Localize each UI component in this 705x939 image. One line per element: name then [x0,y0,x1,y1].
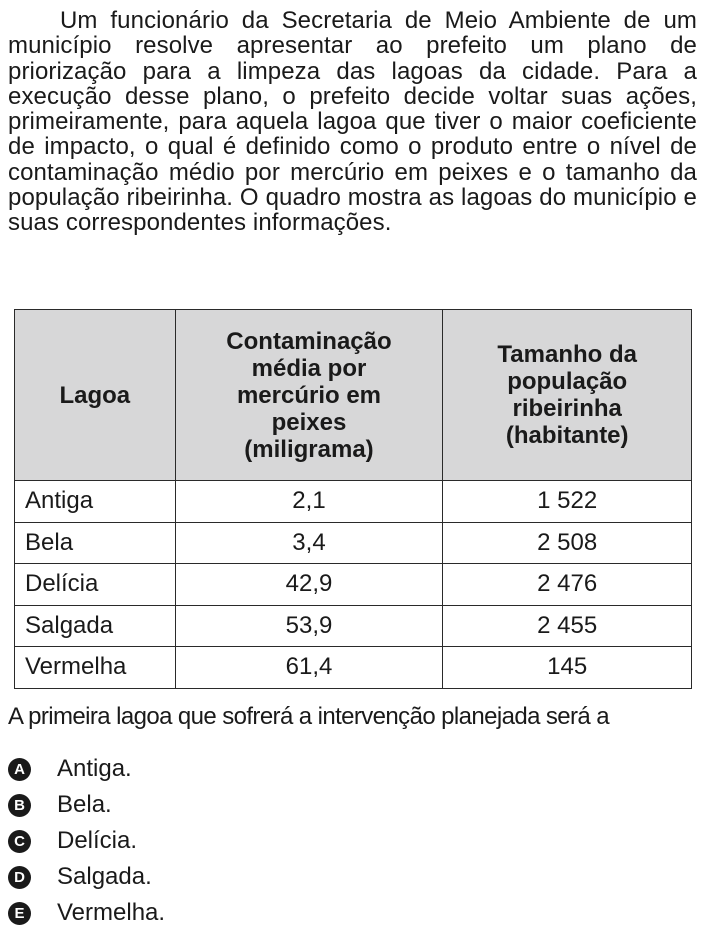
table-row [15,605,692,647]
header-lagoa [15,310,176,481]
header-contaminacao-label: Contaminação média por mercúrio em peixes (miligrama) [226,327,392,463]
option-letter-badge: A [8,758,31,781]
option-letter-badge: C [8,830,31,853]
question-stem: A primeira lagoa que sofrerá a intervenção planejada será a [8,703,609,730]
cell-populacao: 2 508 [443,522,692,564]
option-b[interactable] [8,787,165,823]
header-lagoa-label: Lagoa [59,381,131,409]
table-row [15,481,692,523]
option-text: Bela. [57,791,112,818]
cell-populacao: 1 522 [443,481,692,523]
cell-lagoa: Vermelha [15,647,176,689]
option-letter-badge: D [8,866,31,889]
option-e[interactable] [8,895,165,931]
cell-contaminacao: 53,9 [175,605,443,647]
cell-populacao: 2 476 [443,564,692,606]
header-populacao [443,310,692,481]
table-row [15,522,692,564]
cell-populacao: 145 [443,647,692,689]
option-text: Vermelha. [57,899,166,926]
option-letter-badge: B [8,794,31,817]
table-row [15,647,692,689]
cell-contaminacao: 2,1 [175,481,443,523]
header-populacao-label: Tamanho da população ribeirinha (habitante) [497,341,637,449]
cell-lagoa: Bela [15,522,176,564]
table-header-row [15,310,692,481]
option-d[interactable] [8,859,165,895]
lagoas-table [14,309,692,689]
cell-lagoa: Antiga [15,481,176,523]
cell-contaminacao: 3,4 [175,522,443,564]
cell-contaminacao: 42,9 [175,564,443,606]
intro-paragraph: Um funcionário da Secretaria de Meio Ambiente de um município resolve apresentar ao prefeito um plano de priorização para a limpeza das lagoas da cidade. Para a execução desse plano, o prefeito decide voltar suas ações, primeiramente, para aquela lagoa que tiver o maior coeficiente de impacto, o qual é definido como o produto entre o nível de contaminação médio por mercúrio em peixes e o tamanho da população ribeirinha. O quadro mostra as lagoas do município e suas correspondentes informações. [8,7,697,237]
option-c[interactable] [8,823,165,859]
option-text: Delícia. [57,827,138,854]
header-contaminacao [175,310,443,481]
option-text: Salgada. [57,863,152,890]
cell-populacao: 2 455 [443,605,692,647]
cell-lagoa: Delícia [15,564,176,606]
option-a[interactable] [8,751,165,787]
option-letter-badge: E [8,902,31,925]
cell-lagoa: Salgada [15,605,176,647]
table-row [15,564,692,606]
option-text: Antiga. [57,755,132,782]
cell-contaminacao: 61,4 [175,647,443,689]
answer-options [8,751,165,931]
